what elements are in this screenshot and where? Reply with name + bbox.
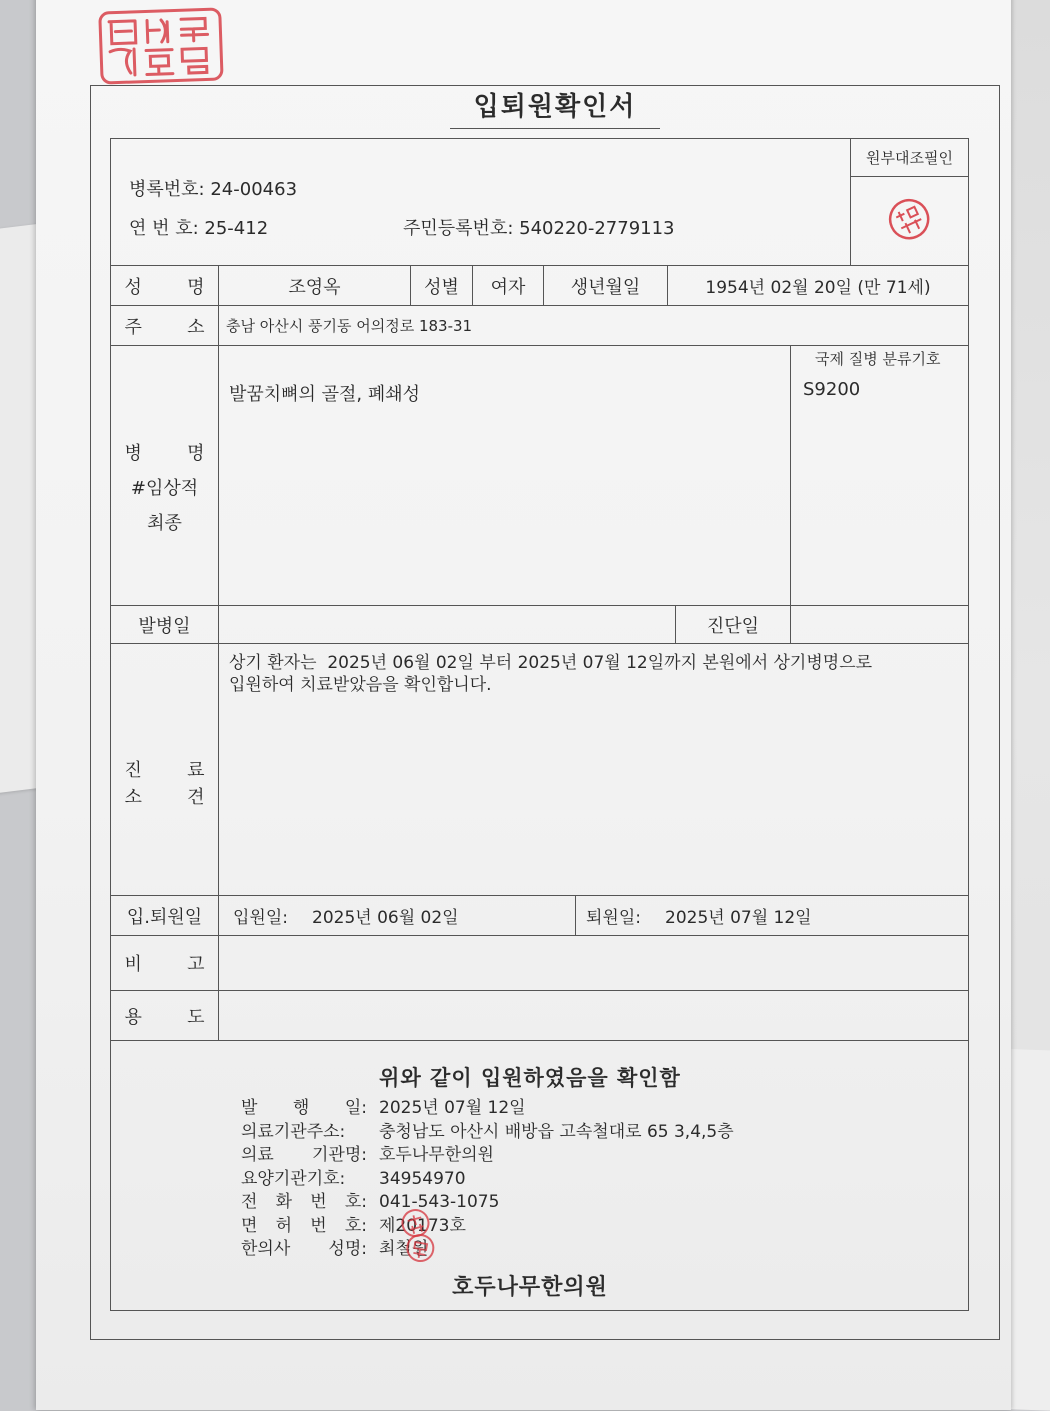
institution-code-row: [241, 1168, 734, 1192]
onset-date-label: 발병일: [111, 606, 219, 644]
record-number-label: 병록번호:: [129, 179, 205, 200]
confirmation-statement: 위와 같이 입원하였음을 확인함: [379, 1066, 681, 1090]
discharge-cell: [576, 896, 969, 936]
remarks-value: [219, 936, 969, 991]
opinion-text-line2: 입원하여 치료받았음을 확인합니다.: [229, 675, 492, 695]
diagnosis-label: 병 명: [124, 443, 205, 464]
icd-code-label: 국제 질병 분류기호: [815, 350, 941, 368]
issue-date-value: 2025년 07월 12일: [379, 1098, 526, 1118]
purpose-label-cell: [111, 991, 219, 1041]
patient-name: 조영옥: [219, 266, 411, 306]
institution-code-value: 34954970: [379, 1168, 466, 1189]
verification-stamp-box: [851, 177, 969, 266]
patient-address: 충남 아산시 풍기동 어의정로 183-31: [219, 306, 969, 346]
opinion-label-cell: [111, 644, 219, 896]
admission-label: 입원일:: [233, 908, 288, 928]
remarks-label-cell: [111, 936, 219, 991]
record-number-value: 24-00463: [210, 179, 298, 200]
issue-date-label: 발 행 일:: [241, 1098, 367, 1118]
patient-sex: 여자: [473, 266, 544, 306]
address-label: 주 소: [124, 316, 205, 338]
diagnosis-label-cell: [111, 346, 219, 606]
institution-name-row: [241, 1144, 734, 1168]
opinion-text-line1: 상기 환자는 2025년 06월 02일 부터 2025년 07월 12일까지 본원에서 상기병명으로: [229, 653, 873, 673]
clinic-name-footer: 호두나무한의원: [452, 1275, 608, 1300]
stay-period-label: 입.퇴원일: [111, 896, 219, 936]
doctor-name-value: 최철원: [379, 1239, 429, 1259]
certificate-table: [110, 138, 969, 1311]
doctor-name-label: 한의사 성명:: [241, 1239, 367, 1259]
resident-number-value: 540220-2779113: [519, 218, 675, 239]
license-number-label: 면 허 번 호:: [241, 1215, 367, 1236]
sex-label: 성별: [411, 266, 473, 306]
serial-number-line: [129, 214, 268, 240]
institution-name-value: 호두나무한의원: [379, 1145, 494, 1165]
remarks-label: 비 고: [124, 954, 205, 975]
phone-value: 041-543-1075: [379, 1192, 500, 1212]
admission-cell: [219, 896, 576, 936]
birth-date-label: 생년월일: [544, 266, 668, 306]
header-info-section: [111, 139, 851, 266]
institution-address-row: [241, 1121, 734, 1145]
onset-date-value: [219, 606, 676, 644]
clinic-seal-stamp: [97, 6, 226, 90]
diagnosis-final-label: 최종: [147, 513, 182, 534]
document-title: 입퇴원확인서: [450, 92, 660, 129]
opinion-text: [219, 644, 969, 896]
discharge-label: 퇴원일:: [586, 908, 641, 928]
resident-number-label: 주민등록번호:: [403, 218, 514, 239]
resident-number-line: [403, 214, 675, 240]
issuer-fields: [241, 1097, 734, 1262]
purpose-label: 용 도: [124, 1006, 205, 1028]
name-label: 성 명: [124, 276, 205, 298]
license-number-row: [241, 1215, 734, 1239]
icd-code-cell: [791, 346, 969, 606]
discharge-date: 2025년 07월 12일: [665, 908, 812, 928]
name-label-cell: [111, 266, 219, 306]
address-label-cell: [111, 306, 219, 346]
diagnosis-date-value: [791, 606, 969, 644]
serial-number-value: 25-412: [204, 218, 269, 239]
verification-stamp-seal: [879, 190, 939, 252]
doctor-seal-stamp: [401, 1229, 439, 1270]
phone-label: 전 화 번 호:: [241, 1192, 367, 1212]
diagnosis-date-label: 진단일: [676, 606, 791, 644]
verification-stamp-header: 원부대조필인: [851, 139, 969, 177]
institution-code-label: 요양기관기호:: [241, 1168, 346, 1189]
admission-date: 2025년 06월 02일: [312, 908, 459, 928]
doctor-name-row: [241, 1238, 734, 1262]
purpose-value: [219, 991, 969, 1041]
serial-number-label: 연 번 호:: [129, 218, 199, 239]
phone-row: [241, 1191, 734, 1215]
diagnosis-name: 발꿈치뼈의 골절, 폐쇄성: [219, 346, 791, 606]
opinion-label-line1: 진 료: [124, 759, 205, 781]
icd-code-value: S9200: [803, 379, 861, 400]
opinion-label-line2: 소 견: [124, 786, 205, 808]
institution-name-label: 의료 기관명:: [241, 1145, 367, 1165]
issuer-section: [111, 1041, 969, 1311]
license-number-value: 제20173호: [379, 1215, 466, 1236]
record-number-line: [129, 175, 297, 201]
issue-date-row: [241, 1097, 734, 1121]
institution-address-label: 의료기관주소:: [241, 1121, 346, 1142]
patient-birth-date: 1954년 02월 20일 (만 71세): [668, 266, 969, 306]
diagnosis-clinical-label: #임상적: [130, 478, 199, 499]
institution-address-value: 충청남도 아산시 배방읍 고속철대로 65 3,4,5층: [379, 1121, 734, 1142]
